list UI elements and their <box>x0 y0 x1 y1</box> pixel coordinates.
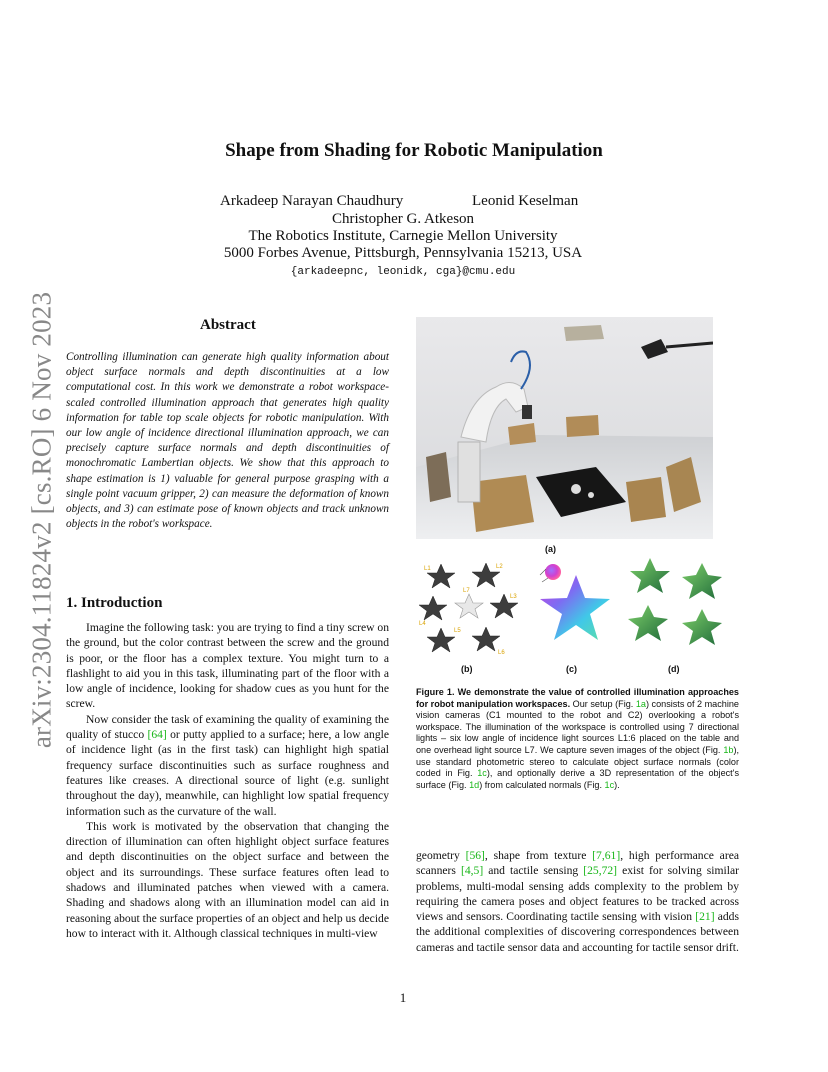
figure-1d-3d-reconstruction <box>620 555 730 660</box>
light-label-3: L3 <box>510 594 517 600</box>
page-number: 1 <box>399 990 407 1005</box>
col2-text: exist for solving similar problems, multi-modal sensing adds complexity to the problem by requiring the camera poses and object features to be tracked across views and sensors. Coordinating tactile sensing with vision <box>416 864 739 924</box>
citation-link[interactable]: [7,61] <box>592 849 621 862</box>
figure-label-c: (c) <box>566 664 577 674</box>
col2-text: , shape from texture <box>484 849 593 862</box>
figure-ref-link[interactable]: 1c <box>477 768 487 779</box>
email: {arkadeepnc, leonidk, cga}@cmu.edu <box>290 266 516 278</box>
arxiv-identifier <box>22 290 62 750</box>
light-label-7: L7 <box>463 588 470 594</box>
caption-text-5: ) from calculated normals (Fig. <box>479 779 605 790</box>
intro-paragraph-1: Imagine the following task: you are trying to find a tiny screw on the ground, but the color contrast between the screw and the ground is poor, or the floor has a complex texture. You might turn to a flashlight to aid you in this task, illuminating part of the floor with a low angle of incidence, looking for shadow cues as you hunt for the screw. <box>66 621 389 711</box>
light-label-2: L2 <box>496 564 503 570</box>
figure-ref-link[interactable]: 1a <box>635 698 646 709</box>
affiliation: The Robotics Institute, Carnegie Mellon University <box>248 228 558 244</box>
figure-1a-workspace-photo <box>416 317 713 539</box>
light-label-5: L5 <box>454 628 461 634</box>
col2-text: and tactile sensing <box>483 864 584 878</box>
caption-text-6: ). <box>614 779 620 790</box>
paper-title: Shape from Shading for Robotic Manipulation <box>225 140 603 161</box>
arxiv-id-text: arXiv:2304.11824v2 [cs.RO] 6 Nov 2023 <box>26 291 57 749</box>
intro-paragraph-3: This work is motivated by the observation that changing the direction of illumination can often highlight object surface features and depth discontinuities on the object surface and between the object and its surroundings. These surface features often lead to shadows and illuminated patches when viewed with a camera. Shading and shadows along with an illumination model can aid in reasoning about the surface properties of an object and help us decide how to interact with it. Although classical techniques in multi-view <box>66 819 389 940</box>
intro-column <box>66 620 389 941</box>
caption-text-1: Our setup (Fig. <box>570 698 636 709</box>
author-1: Arkadeep Narayan Chaudhury <box>220 193 404 209</box>
light-label-1: L1 <box>424 566 431 572</box>
figure-label-d: (d) <box>668 664 680 674</box>
figure-label-a: (a) <box>545 544 556 554</box>
intro-p2-text-b: or putty applied to a surface; here, a low angle of incidence light (as in the first task) can highlight high spatial frequency surface discontinuities such as surface roughness and features like creases. A directional source of light (e.g. sunlight throughout the day), meanwhile, can highlight low spatial frequency information such as the curvature of the wall. <box>66 728 389 818</box>
caption-text-2: ) consists of 2 machine vision cameras (C1 mounted to the robot and C2) overlooking a robot's workspace. The illumination of the workspace is controlled using 7 directional lights – six low angle of incidence light sources L1:6 placed on the table and one overhead light source L7. We capture seven images of the object (Fig. <box>416 698 739 755</box>
author-2: Leonid Keselman <box>472 193 579 209</box>
figure-1c-normal-map <box>530 560 615 660</box>
address: 5000 Forbes Avenue, Pittsburgh, Pennsylvania 15213, USA <box>223 245 583 261</box>
citation-link[interactable]: [25,72] <box>583 864 618 878</box>
citation-link[interactable]: [56] <box>465 849 485 862</box>
col2-text: adds the additional complexities of discovering correspondences between cameras and tactile sensor data and accounting for tactile sensor drift. <box>416 910 739 954</box>
column-2-body <box>416 848 739 955</box>
caption-text-3: ), use standard photometric stereo to calculate object surface normals (color coded in Fig. <box>416 744 739 779</box>
figure-ref-link[interactable]: 1c <box>604 779 615 790</box>
col2-text: , high performance area scanners <box>416 849 739 878</box>
figure-ref-link[interactable]: 1d <box>469 779 480 790</box>
figure-1b-star-images <box>416 560 526 660</box>
author-3: Christopher G. Atkeson <box>331 211 475 227</box>
intro-p2-text-a: Now consider the task of examining the quality of examining the quality of stucco <box>66 712 389 742</box>
col2-text: geometry <box>416 849 466 862</box>
figure-1-caption <box>416 687 739 791</box>
light-label-6: L6 <box>498 650 505 656</box>
caption-text-4: ), and optionally derive a 3D representation of the object's surface (Fig. <box>416 768 739 790</box>
abstract-text: Controlling illumination can generate high quality information about object surface normals and depth discontinuities at a low computational cost. In this work we demonstrate a robot workspace-scaled controlled illumination approach that generates high quality information for table top scale objects for robotic manipulation. With our low angle of incidence directional illumination approach, we can precisely capture surface normals and depth discontinuities of monochromatic Lambertian objects. We show that this approach to shape estimation is 1) valuable for general purpose grasping with a single point vacuum gripper, 2) can measure the deformation of known objects, and 3) can estimate pose of known objects and track unknown objects in the robot's workspace. <box>66 351 389 531</box>
abstract-heading: Abstract <box>200 317 256 333</box>
citation-link[interactable]: [64] <box>147 728 167 742</box>
figure-ref-link[interactable]: 1b <box>723 744 734 755</box>
intro-paragraph-2 <box>66 712 389 819</box>
citation-link[interactable]: [4,5] <box>460 864 484 878</box>
section-heading-introduction: 1. Introduction <box>66 595 163 611</box>
light-label-4: L4 <box>419 621 426 627</box>
citation-link[interactable]: [21] <box>695 910 715 924</box>
figure-label-b: (b) <box>461 664 473 674</box>
caption-bold-lead: Figure 1. We demonstrate the value of controlled illumination approaches for robot manipulation workspaces. <box>416 687 739 709</box>
